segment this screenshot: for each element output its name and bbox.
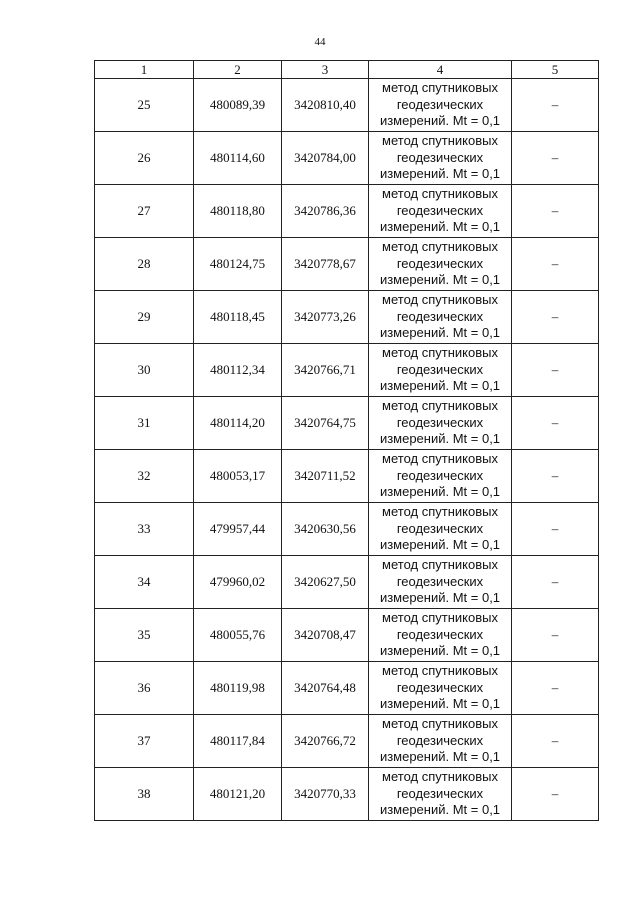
table-row — [95, 556, 599, 609]
coordinate-y-cell: 3420766,72 — [282, 715, 369, 768]
method-cell — [369, 662, 512, 715]
coordinate-y-cell: 3420784,00 — [282, 132, 369, 185]
column-header-3: 3 — [282, 61, 369, 79]
note-cell: – — [512, 450, 599, 503]
table-row — [95, 344, 599, 397]
method-line: измерений. Mt = 0,1 — [379, 166, 501, 182]
coordinate-x-cell: 480124,75 — [194, 238, 282, 291]
method-line: геодезических — [396, 361, 484, 377]
method-line: измерений. Mt = 0,1 — [379, 696, 501, 712]
method-line: геодезических — [396, 96, 484, 112]
method-line: измерений. Mt = 0,1 — [379, 802, 501, 818]
method-line: геодезических — [396, 308, 484, 324]
point-number-cell: 33 — [95, 503, 194, 556]
method-line: геодезических — [396, 202, 484, 218]
table-row — [95, 132, 599, 185]
method-line: геодезических — [396, 626, 484, 642]
column-header-1: 1 — [95, 61, 194, 79]
method-cell — [369, 450, 512, 503]
point-number-cell: 34 — [95, 556, 194, 609]
coordinate-x-cell: 479957,44 — [194, 503, 282, 556]
page-number: 44 — [314, 36, 326, 48]
method-line: метод спутниковых — [382, 610, 498, 626]
coordinate-y-cell: 3420773,26 — [282, 291, 369, 344]
coordinate-y-cell: 3420770,33 — [282, 768, 369, 821]
method-cell — [369, 344, 512, 397]
method-line: измерений. Mt = 0,1 — [379, 219, 501, 235]
method-line: метод спутниковых — [382, 451, 498, 467]
method-line: геодезических — [396, 679, 484, 695]
method-cell — [369, 79, 512, 132]
note-cell: – — [512, 291, 599, 344]
method-line: метод спутниковых — [382, 186, 498, 202]
note-cell: – — [512, 132, 599, 185]
method-line: измерений. Mt = 0,1 — [379, 378, 501, 394]
coordinate-y-cell: 3420630,56 — [282, 503, 369, 556]
coordinate-y-cell: 3420786,36 — [282, 185, 369, 238]
coordinates-table — [94, 60, 599, 821]
column-header-5: 5 — [512, 61, 599, 79]
coordinate-x-cell: 480121,20 — [194, 768, 282, 821]
table-row — [95, 185, 599, 238]
table-row — [95, 662, 599, 715]
column-header-2: 2 — [194, 61, 282, 79]
note-cell: – — [512, 397, 599, 450]
method-line: метод спутниковых — [382, 557, 498, 573]
point-number-cell: 26 — [95, 132, 194, 185]
method-line: измерений. Mt = 0,1 — [379, 590, 501, 606]
method-line: геодезических — [396, 573, 484, 589]
method-line: метод спутниковых — [382, 239, 498, 255]
table-body — [95, 79, 599, 821]
method-line: метод спутниковых — [382, 663, 498, 679]
point-number-cell: 35 — [95, 609, 194, 662]
table-row — [95, 291, 599, 344]
coordinate-x-cell: 480118,80 — [194, 185, 282, 238]
method-line: геодезических — [396, 785, 484, 801]
point-number-cell: 38 — [95, 768, 194, 821]
method-line: измерений. Mt = 0,1 — [379, 537, 501, 553]
table-row — [95, 768, 599, 821]
coordinate-y-cell: 3420627,50 — [282, 556, 369, 609]
method-line: измерений. Mt = 0,1 — [379, 484, 501, 500]
point-number-cell: 37 — [95, 715, 194, 768]
method-line: метод спутниковых — [382, 398, 498, 414]
method-line: измерений. Mt = 0,1 — [379, 272, 501, 288]
table-row — [95, 79, 599, 132]
point-number-cell: 36 — [95, 662, 194, 715]
method-line: метод спутниковых — [382, 292, 498, 308]
table-row — [95, 503, 599, 556]
method-line: геодезических — [396, 467, 484, 483]
point-number-cell: 28 — [95, 238, 194, 291]
method-cell — [369, 556, 512, 609]
header-row — [95, 61, 599, 79]
coordinate-y-cell: 3420810,40 — [282, 79, 369, 132]
table-row — [95, 238, 599, 291]
point-number-cell: 25 — [95, 79, 194, 132]
note-cell: – — [512, 556, 599, 609]
coordinate-x-cell: 480114,20 — [194, 397, 282, 450]
column-header-4: 4 — [369, 61, 512, 79]
method-line: метод спутниковых — [382, 345, 498, 361]
method-line: геодезических — [396, 414, 484, 430]
method-line: измерений. Mt = 0,1 — [379, 113, 501, 129]
coordinate-x-cell: 480117,84 — [194, 715, 282, 768]
table-row — [95, 397, 599, 450]
method-cell — [369, 503, 512, 556]
point-number-cell: 32 — [95, 450, 194, 503]
method-line: геодезических — [396, 149, 484, 165]
table-row — [95, 609, 599, 662]
point-number-cell: 31 — [95, 397, 194, 450]
method-cell — [369, 132, 512, 185]
table-row — [95, 715, 599, 768]
point-number-cell: 29 — [95, 291, 194, 344]
method-line: измерений. Mt = 0,1 — [379, 431, 501, 447]
note-cell: – — [512, 715, 599, 768]
coordinate-y-cell: 3420764,48 — [282, 662, 369, 715]
method-cell — [369, 609, 512, 662]
coordinate-y-cell: 3420764,75 — [282, 397, 369, 450]
method-line: измерений. Mt = 0,1 — [379, 749, 501, 765]
method-cell — [369, 291, 512, 344]
coordinate-y-cell: 3420708,47 — [282, 609, 369, 662]
method-line: геодезических — [396, 255, 484, 271]
method-cell — [369, 238, 512, 291]
note-cell: – — [512, 662, 599, 715]
method-line: метод спутниковых — [382, 133, 498, 149]
coordinate-y-cell: 3420778,67 — [282, 238, 369, 291]
note-cell: – — [512, 609, 599, 662]
method-line: метод спутниковых — [382, 769, 498, 785]
point-number-cell: 30 — [95, 344, 194, 397]
coordinate-x-cell: 480118,45 — [194, 291, 282, 344]
note-cell: – — [512, 768, 599, 821]
coordinate-y-cell: 3420711,52 — [282, 450, 369, 503]
method-line: измерений. Mt = 0,1 — [379, 325, 501, 341]
note-cell: – — [512, 185, 599, 238]
method-line: геодезических — [396, 520, 484, 536]
table-row — [95, 450, 599, 503]
method-cell — [369, 715, 512, 768]
coordinate-x-cell: 480119,98 — [194, 662, 282, 715]
note-cell: – — [512, 238, 599, 291]
coordinate-x-cell: 480089,39 — [194, 79, 282, 132]
method-cell — [369, 185, 512, 238]
note-cell: – — [512, 503, 599, 556]
method-line: метод спутниковых — [382, 504, 498, 520]
method-line: метод спутниковых — [382, 716, 498, 732]
method-cell — [369, 397, 512, 450]
coordinate-x-cell: 480112,34 — [194, 344, 282, 397]
coordinate-x-cell: 480055,76 — [194, 609, 282, 662]
coordinate-x-cell: 479960,02 — [194, 556, 282, 609]
point-number-cell: 27 — [95, 185, 194, 238]
method-line: измерений. Mt = 0,1 — [379, 643, 501, 659]
note-cell: – — [512, 344, 599, 397]
method-cell — [369, 768, 512, 821]
method-line: геодезических — [396, 732, 484, 748]
coordinate-x-cell: 480053,17 — [194, 450, 282, 503]
coordinate-y-cell: 3420766,71 — [282, 344, 369, 397]
note-cell: – — [512, 79, 599, 132]
method-line: метод спутниковых — [382, 80, 498, 96]
coordinate-x-cell: 480114,60 — [194, 132, 282, 185]
